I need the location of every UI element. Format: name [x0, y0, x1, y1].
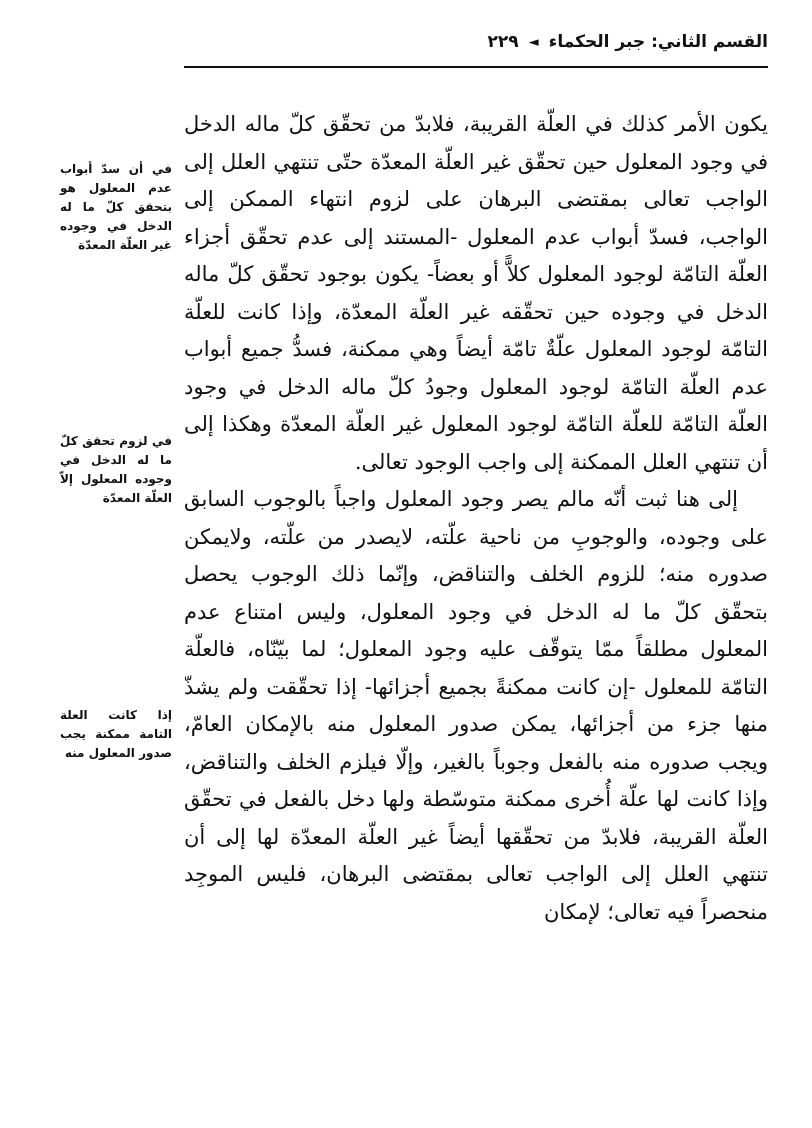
running-title: القسم الثاني: جبر الحكماء	[548, 32, 768, 52]
arrow-icon: ◄	[528, 35, 539, 50]
margin-note: في أن سدّ أبواب عدم المعلول هو بتحقق كلّ ما له الدخل في وجوده غير العلّة المعدّة	[60, 162, 172, 252]
main-text	[184, 106, 768, 931]
header-line	[488, 32, 768, 52]
margin-note: في لزوم تحقق كلّ ما له الدخل في وجوده المعلول إلاّ العلّة المعدّة	[60, 434, 172, 505]
page-header	[184, 28, 768, 64]
paragraph: يكون الأمر كذلك في العلّة القريبة، فلابدّ من تحقّق كلّ ماله الدخل في وجود المعلول حين تحقّق غير العلّة المعدّة حتّى تنتهي العلل إلى الواجب تعالى بمقتضى البرهان على لزوم انتهاء الممكن إلى الواجب، فسدّ أبواب عدم المعلول -المستند إلى عدم تحقّق أجزاء العلّة التامّة لوجود المعلول كلاًّ أو بعضاً- يكون بوجود تحقّق كلّ ماله الدخل في وجوده حين تحقّقه غير العلّة المعدّة، وإذا كانت للعلّة التامّة لوجود المعلول علّةٌ تامّة أيضاً وهي ممكنة، فسدُّ جميع أبواب عدم العلّة التامّة لوجود المعلول وجودُ كلّ ماله الدخل في وجود العلّة التامّة للعلّة التامّة لوجود المعلول غير العلّة المعدّة وهكذا إلى أن تنتهي العلل الممكنة إلى واجب الوجود تعالى.	[184, 112, 768, 474]
page-number: ٢٢٩	[487, 32, 519, 52]
paragraph: إلى هنا ثبت أنّه مالم يصر وجود المعلول واجباً بالوجوب السابق على وجوده، والوجوبِ من ناحية علّته، لايصدر من علّته، ولايمكن صدوره منه؛ للزوم الخلف والتناقض، وإنّما ذلك الوجوب يحصل بتحقّق كلّ ما له الدخل في وجود المعلول، وليس امتناع عدم المعلول مطلقاً ممّا يتوقّف عليه وجود المعلول؛ لما بيّنّاه، فالعلّة التامّة للمعلول -إن كانت ممكنةً بجميع أجزائها- إذا تحقّقت ولم يشذّ منها جزء من أجزائها، يمكن صدور المعلول منه بالإمكان العامّ، ويجب صدوره منه بالفعل وجوباً بالغير، وإلّا فيلزم الخلف والتناقض، وإذا كانت لها علّة أُخرى ممكنة متوسّطة ولها دخل بالفعل في تحقّق العلّة القريبة، فلابدّ من تحقّقها أيضاً غير العلّة المعدّة لها إلى أن تنتهي العلل إلى الواجب تعالى بمقتضى البرهان، فليس الموجِد منحصراً فيه تعالى؛ لإمكان	[184, 487, 768, 924]
header-rule	[184, 66, 768, 68]
margin-note: إذا كانت العلة التامة ممكنة يجب صدور المعلول منه	[60, 708, 172, 760]
